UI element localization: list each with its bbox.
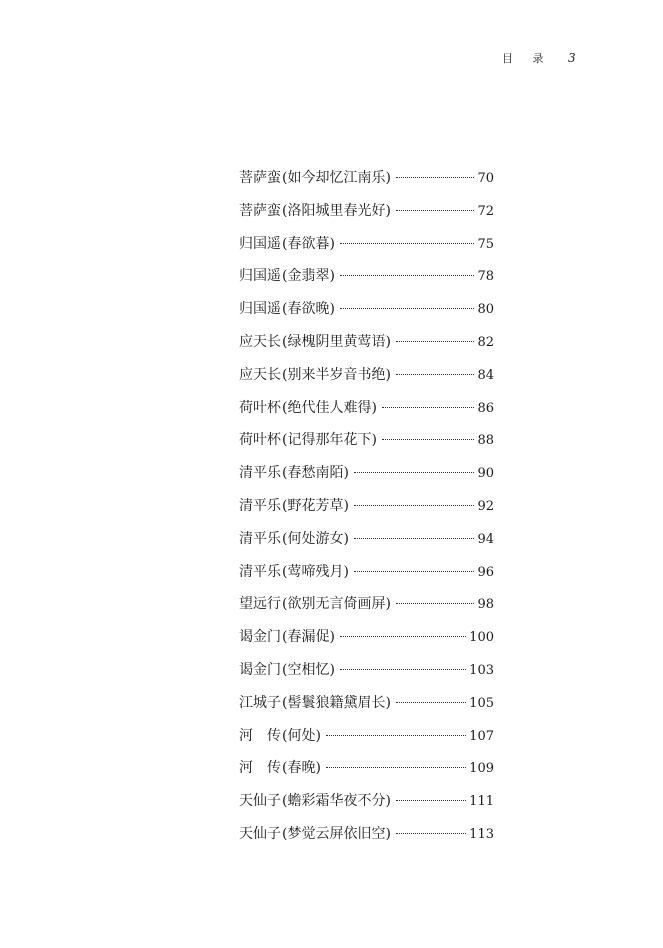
toc-entry[interactable] [239,556,494,589]
table-of-contents [239,162,494,851]
toc-entry-page-number: 92 [477,498,494,514]
toc-entry-page-number: 96 [477,564,494,580]
toc-entry-tune-title: 清平乐 [239,563,281,580]
toc-entry-page-number: 82 [477,334,494,350]
toc-entry[interactable] [239,621,494,654]
dot-leader [340,308,475,309]
toc-entry-first-line: (春欲晚) [282,301,335,318]
toc-entry-first-line: (何处) [282,727,321,744]
dot-leader [396,833,466,834]
page-number: 3 [568,51,576,65]
toc-entry-page-number: 70 [477,171,494,186]
dot-leader [354,505,475,506]
toc-entry-tune-title: 菩萨蛮 [239,170,281,186]
toc-entry[interactable] [239,720,494,753]
toc-entry[interactable] [239,260,494,293]
toc-entry-page-number: 111 [469,794,494,810]
dot-leader [396,374,475,375]
toc-entry-tune-title: 谒金门 [239,629,281,646]
toc-entry-tune-title: 谒金门 [239,661,281,678]
toc-entry[interactable] [239,588,494,621]
dot-leader [396,800,466,801]
toc-entry-first-line: (蟾彩霜华夜不分) [282,793,391,810]
toc-entry[interactable] [239,752,494,785]
dot-leader [340,275,475,276]
toc-entry-tune-title: 河 传 [239,760,281,777]
toc-entry-page-number: 107 [469,728,494,744]
toc-entry-tune-title: 荷叶杯 [239,399,281,416]
dot-leader [326,735,466,736]
toc-entry-tune-title: 归国遥 [239,301,281,318]
toc-entry-tune-title: 河 传 [239,727,281,744]
toc-entry-tune-title: 应天长 [239,366,281,383]
toc-entry-page-number: 84 [477,367,494,383]
toc-entry[interactable] [239,490,494,523]
toc-entry-page-number: 90 [477,466,494,482]
toc-entry-tune-title: 清平乐 [239,530,281,547]
toc-entry[interactable] [239,785,494,818]
toc-entry-first-line: (春漏促) [282,629,335,646]
toc-entry-page-number: 113 [469,826,494,842]
toc-entry[interactable] [239,523,494,556]
dot-leader [340,636,466,637]
dot-leader [396,603,475,604]
toc-entry-page-number: 72 [477,203,494,219]
toc-entry-first-line: (绿槐阴里黄莺语) [282,333,391,350]
toc-entry-page-number: 103 [469,662,494,678]
running-head [0,50,663,70]
toc-entry-tune-title: 归国遥 [239,235,281,252]
toc-entry-page-number: 78 [477,269,494,285]
toc-entry[interactable] [239,424,494,457]
toc-entry-page-number: 109 [469,761,494,777]
dot-leader [354,571,475,572]
toc-entry-tune-title: 清平乐 [239,497,281,514]
toc-entry-tune-title: 清平乐 [239,465,281,482]
dot-leader [354,472,475,473]
toc-entry-tune-title: 应天长 [239,333,281,350]
toc-entry-tune-title: 天仙子 [239,793,281,810]
toc-entry[interactable] [239,228,494,261]
dot-leader [326,767,466,768]
toc-entry-tune-title: 江城子 [239,694,281,711]
toc-entry-tune-title: 荷叶杯 [239,432,281,449]
toc-entry-first-line: (记得那年花下) [282,432,377,449]
toc-entry[interactable] [239,326,494,359]
toc-entry-tune-title: 归国遥 [239,268,281,285]
toc-entry-page-number: 75 [477,236,494,252]
toc-entry-page-number: 98 [477,597,494,613]
toc-entry-first-line: (空相忆) [282,661,335,678]
toc-entry[interactable] [239,687,494,720]
toc-entry[interactable] [239,293,494,326]
dot-leader [382,407,475,408]
toc-entry-first-line: (绝代佳人难得) [282,399,377,416]
dot-leader [396,341,475,342]
toc-entry-first-line: (洛阳城里春光好) [282,202,391,219]
toc-entry-page-number: 100 [469,630,494,646]
toc-entry[interactable] [239,359,494,392]
toc-entry-first-line: (如今却忆江南乐) [282,170,391,186]
dot-leader [396,177,475,178]
toc-entry-first-line: (梦觉云屏依旧空) [282,825,391,842]
toc-entry[interactable] [239,195,494,228]
toc-entry-page-number: 94 [477,531,494,547]
toc-entry-first-line: (野花芳草) [282,497,349,514]
toc-entry-first-line: (何处游女) [282,530,349,547]
toc-entry-first-line: (别来半岁音书绝) [282,366,391,383]
dot-leader [340,243,475,244]
toc-entry-page-number: 86 [477,400,494,416]
toc-entry-page-number: 105 [469,695,494,711]
toc-entry[interactable] [239,392,494,425]
dot-leader [396,210,475,211]
section-title: 目 录 [502,52,552,65]
toc-entry[interactable] [239,457,494,490]
toc-entry-first-line: (欲别无言倚画屏) [282,596,391,613]
toc-entry[interactable] [239,162,494,195]
toc-entry-page-number: 80 [477,302,494,318]
dot-leader [396,702,466,703]
toc-entry-first-line: (春晚) [282,760,321,777]
toc-entry[interactable] [239,654,494,687]
toc-entry-tune-title: 望远行 [239,596,281,613]
toc-entry-tune-title: 天仙子 [239,825,281,842]
dot-leader [382,439,475,440]
toc-entry-first-line: (金翡翠) [282,268,335,285]
toc-entry-first-line: (春愁南陌) [282,465,349,482]
toc-entry-first-line: (莺啼残月) [282,563,349,580]
toc-entry-page-number: 88 [477,433,494,449]
toc-entry-tune-title: 菩萨蛮 [239,202,281,219]
dot-leader [354,538,475,539]
toc-entry[interactable] [239,818,494,851]
toc-entry-first-line: (髻鬟狼籍黛眉长) [282,694,391,711]
dot-leader [340,669,466,670]
toc-entry-first-line: (春欲暮) [282,235,335,252]
